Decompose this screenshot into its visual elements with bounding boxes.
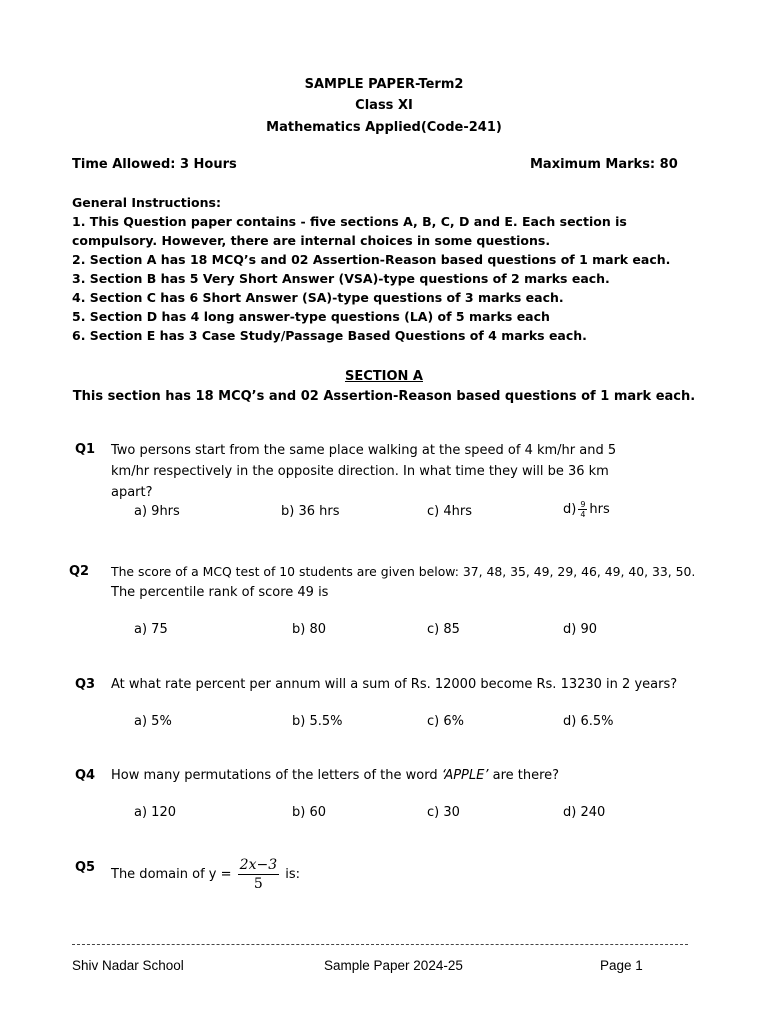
question-label: Q3 bbox=[75, 677, 96, 692]
fraction-numerator: 2x−3 bbox=[239, 857, 278, 873]
instruction-line: 5. Section D has 4 long answer-type questions (LA) of 5 marks each bbox=[72, 309, 550, 324]
option-b: b) 80 bbox=[292, 622, 326, 637]
paper-title: SAMPLE PAPER-Term2 bbox=[304, 77, 464, 92]
footer-school: Shiv Nadar School bbox=[72, 958, 184, 973]
section-a-title: SECTION A bbox=[344, 369, 423, 384]
option-c: c) 6% bbox=[427, 714, 464, 729]
instructions-heading: General Instructions: bbox=[72, 195, 221, 210]
instruction-line: compulsory. However, there are internal choices in some questions. bbox=[72, 233, 551, 248]
option-a: a) 75 bbox=[134, 622, 168, 637]
option-a: a) 120 bbox=[134, 805, 176, 820]
instruction-line: 3. Section B has 5 Very Short Answer (VSA)-type questions of 2 marks each. bbox=[72, 271, 610, 286]
question-label: Q2 bbox=[69, 564, 90, 579]
option-a: a) 9hrs bbox=[134, 504, 180, 519]
question-text: The percentile rank of score 49 is bbox=[111, 585, 329, 600]
option-b: b) 5.5% bbox=[292, 714, 343, 729]
instructions-block bbox=[72, 193, 670, 345]
option-c: c) 4hrs bbox=[427, 504, 472, 519]
question-text bbox=[111, 768, 559, 783]
question-text: Two persons start from the same place walking at the speed of 4 km/hr and 5 km/hr respectively in the opposite direction. In what time they will be 36 km apart? bbox=[111, 443, 617, 500]
option-d-label: d) bbox=[563, 502, 577, 517]
question-text-suffix: is: bbox=[281, 867, 301, 882]
footer-paper: Sample Paper 2024-25 bbox=[324, 958, 463, 973]
fraction bbox=[578, 500, 587, 519]
instruction-line: 6. Section E has 3 Case Study/Passage Based Questions of 4 marks each. bbox=[72, 328, 587, 343]
option-d bbox=[563, 500, 610, 519]
footer-page-number: Page 1 bbox=[600, 958, 643, 973]
question-label: Q5 bbox=[75, 860, 96, 875]
option-c: c) 30 bbox=[427, 805, 460, 820]
option-d: d) 240 bbox=[563, 805, 606, 820]
fraction bbox=[238, 856, 279, 893]
question-text-prefix: How many permutations of the letters of the word bbox=[111, 768, 442, 783]
fraction-numerator: 9 bbox=[580, 500, 586, 509]
option-d: d) 90 bbox=[563, 622, 597, 637]
maximum-marks: Maximum Marks: 80 bbox=[530, 157, 678, 172]
question-text bbox=[111, 856, 300, 893]
question-text: The score of a MCQ test of 10 students are given below: 37, 48, 35, 49, 29, 46, 49, 40, 33, 50. bbox=[111, 564, 696, 579]
option-a: a) 5% bbox=[134, 714, 172, 729]
footer-divider bbox=[72, 944, 688, 945]
option-b: b) 36 hrs bbox=[281, 504, 340, 519]
subject-label: Mathematics Applied(Code-241) bbox=[266, 120, 502, 135]
question-text-prefix: The domain of y = bbox=[111, 867, 236, 882]
option-c: c) 85 bbox=[427, 622, 460, 637]
instruction-line: 4. Section C has 6 Short Answer (SA)-type questions of 3 marks each. bbox=[72, 290, 564, 305]
option-d: d) 6.5% bbox=[563, 714, 614, 729]
fraction-denominator: 4 bbox=[580, 510, 586, 519]
time-allowed: Time Allowed: 3 Hours bbox=[72, 157, 237, 172]
instruction-line: 1. This Question paper contains - five sections A, B, C, D and E. Each section is bbox=[72, 214, 627, 229]
question-label: Q1 bbox=[75, 442, 96, 457]
option-d-unit: hrs bbox=[589, 502, 610, 517]
class-label: Class XI bbox=[355, 98, 413, 113]
question-word: ‘APPLE’ bbox=[441, 768, 489, 783]
section-a-subtitle: This section has 18 MCQ’s and 02 Assertion-Reason based questions of 1 mark each. bbox=[72, 389, 696, 404]
question-label: Q4 bbox=[75, 768, 96, 783]
question-text-suffix: are there? bbox=[488, 768, 560, 783]
fraction-denominator: 5 bbox=[253, 876, 263, 892]
instruction-line: 2. Section A has 18 MCQ’s and 02 Assertion-Reason based questions of 1 mark each. bbox=[72, 252, 671, 267]
option-b: b) 60 bbox=[292, 805, 326, 820]
question-text: At what rate percent per annum will a sum of Rs. 12000 become Rs. 13230 in 2 years? bbox=[111, 677, 678, 692]
